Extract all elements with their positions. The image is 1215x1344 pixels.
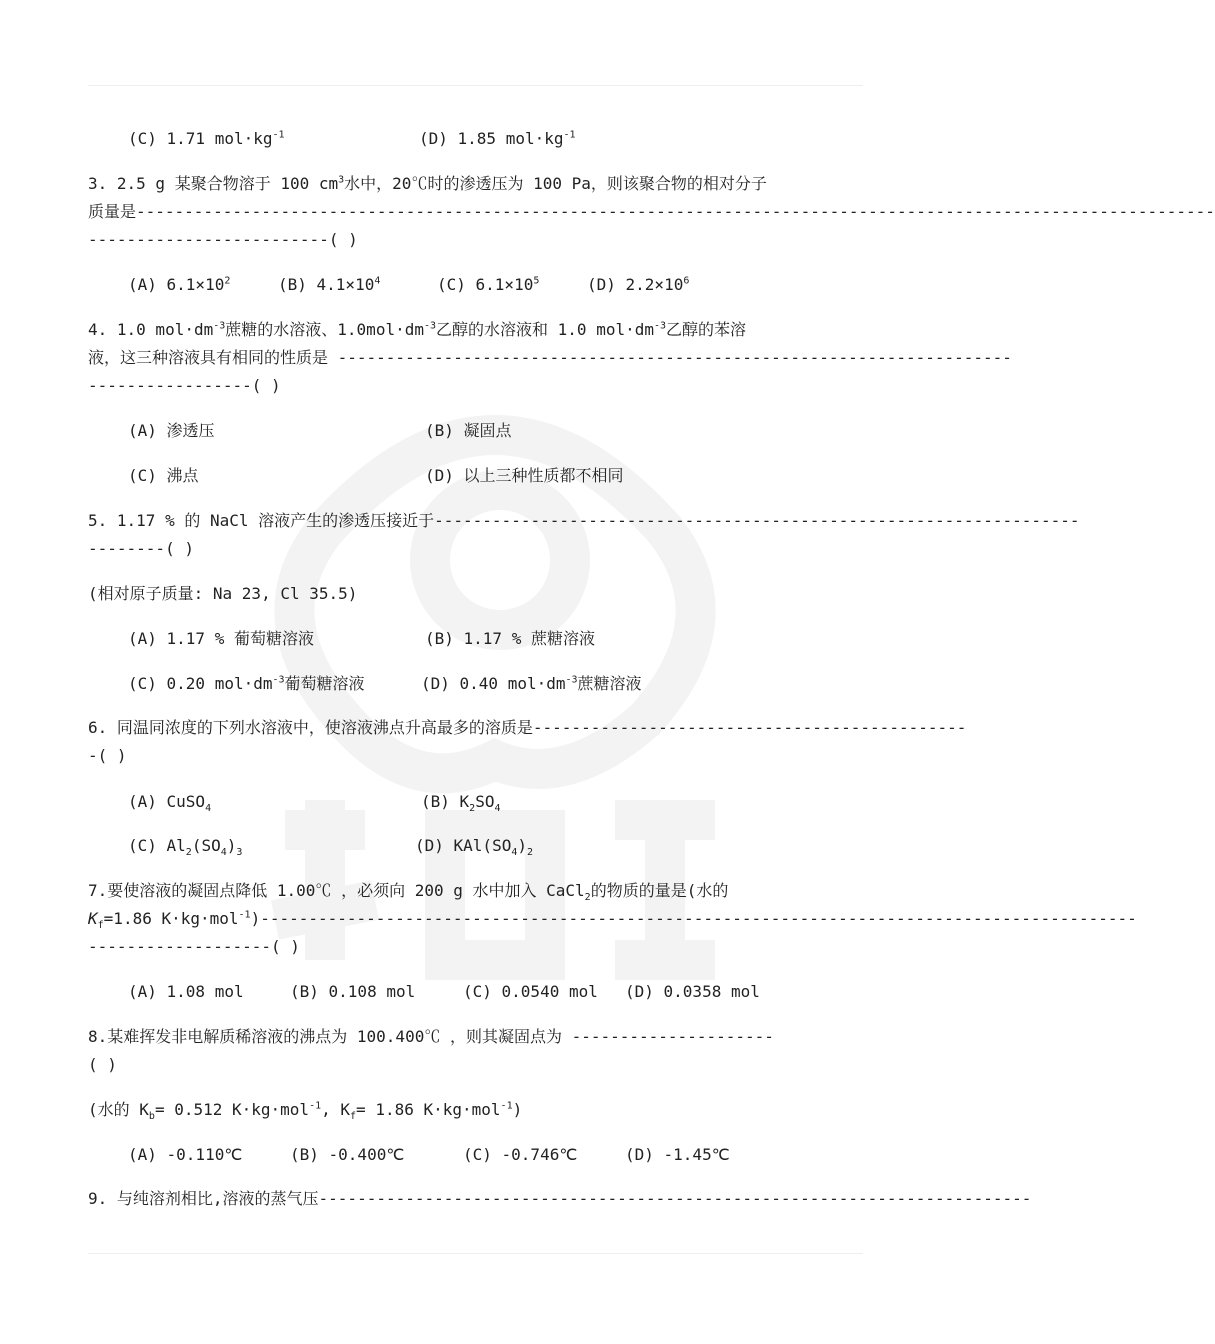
q6-option-b: (B) $K_2SO_4$ [421, 792, 501, 815]
q6-line-2: -( ) [88, 746, 127, 765]
q7-option-a: (A) 1.08 mol [128, 982, 244, 1001]
q3-option-c: (C) $6.1\times 10^5$ [437, 275, 540, 294]
q5-note: (相对原子质量: Na 23, Cl 35.5) [88, 584, 358, 603]
q6-option-c: (C) $Al_2(SO_4)_3$ [128, 836, 243, 859]
q5-line-1: 5. 1.17 % 的 NaCl 溶液产生的渗透压接近于------------------------------------------------------------------- [88, 511, 1080, 530]
q4-line-1: 4. 1.0 $mol\cdot dm^{-3}$蔗糖的水溶液、$1.0mol\cdot dm^{-3}$乙醇的水溶液和 1.0 $mol\cdot dm^{-3}$乙醇的苯溶 [88, 320, 747, 339]
q5-option-d: (D) 0.40 $mol\cdot dm^{-3}$蔗糖溶液 [421, 674, 642, 693]
q6-option-a: (A) CuSO$_4$ [128, 792, 212, 815]
q8-option-c: (C) -0.746℃ [463, 1145, 578, 1164]
q4-option-d: (D) 以上三种性质都不相同 [425, 466, 624, 485]
top-rule [88, 85, 863, 86]
q7-line-1: 7.要使溶液的凝固点降低 1.00℃ ，必须向 200 g 水中加入 CaCl$_2$的物质的量是(水的 [88, 881, 729, 904]
bottom-rule [88, 1253, 863, 1254]
q7-option-d: (D) 0.0358 mol [625, 982, 760, 1001]
q2-option-c: (C) 1.71 $mol\cdot kg^{-1}$ [128, 129, 285, 148]
q8-option-d: (D) -1.45℃ [625, 1145, 730, 1164]
q4-option-b: (B) 凝固点 [425, 421, 512, 440]
q8-line-1: 8.某难挥发非电解质稀溶液的沸点为 100.400℃ ，则其凝固点为 --------------------- [88, 1027, 774, 1046]
q8-note: (水的 $K_b= 0.512$ K·kg·mol$^{-1}$, $K_f= 1.86$ K·kg·mol$^{-1}$) [88, 1100, 523, 1123]
q2-option-d: (D) 1.85 $mol\cdot kg^{-1}$ [419, 129, 576, 148]
q7-option-b: (B) 0.108 mol [290, 982, 416, 1001]
q5-line-2: --------( ) [88, 539, 194, 558]
q3-line-2: 质量是---------------------------------------------------------------------------------------------------------------- [88, 202, 1215, 221]
q4-option-a: (A) 渗透压 [128, 421, 215, 440]
q5-option-a: (A) 1.17 % 葡萄糖溶液 [128, 629, 314, 648]
q8-line-2: ( ) [88, 1055, 117, 1074]
q4-line-3: -----------------( ) [88, 376, 281, 395]
q7-line-2: $K_f=1.86$ K·kg·mol$^{-1}$)------------------------------------------------------------------------------------------- [88, 909, 1137, 932]
q8-option-a: (A) -0.110℃ [128, 1145, 243, 1164]
q3-line-3: -------------------------( ) [88, 230, 358, 249]
q4-option-c: (C) 沸点 [128, 466, 199, 485]
q7-line-3: -------------------( ) [88, 937, 300, 956]
q8-option-b: (B) -0.400℃ [290, 1145, 405, 1164]
q3-option-d: (D) $2.2\times 10^6$ [587, 275, 690, 294]
q6-option-d: (D) $KAl(SO_4)_2$ [415, 836, 534, 859]
q7-option-c: (C) 0.0540 mol [463, 982, 598, 1001]
q9-line-1: 9. 与纯溶剂相比,溶液的蒸气压-------------------------------------------------------------------------- [88, 1189, 1032, 1208]
q6-line-1: 6. 同温同浓度的下列水溶液中，使溶液沸点升高最多的溶质是--------------------------------------------- [88, 718, 967, 737]
q4-line-2: 液，这三种溶液具有相同的性质是 ---------------------------------------------------------------------- [88, 348, 1012, 367]
q3-line-1: 3. 2.5 g 某聚合物溶于 100 $cm^3$水中，20℃时的渗透压为 100 Pa，则该聚合物的相对分子 [88, 174, 767, 193]
q5-option-b: (B) 1.17 % 蔗糖溶液 [425, 629, 595, 648]
q5-option-c: (C) 0.20 $mol\cdot dm^{-3}$葡萄糖溶液 [128, 674, 365, 693]
q3-option-b: (B) $4.1\times 10^4$ [278, 275, 381, 294]
q3-option-a: (A) $6.1\times 10^2$ [128, 275, 231, 294]
